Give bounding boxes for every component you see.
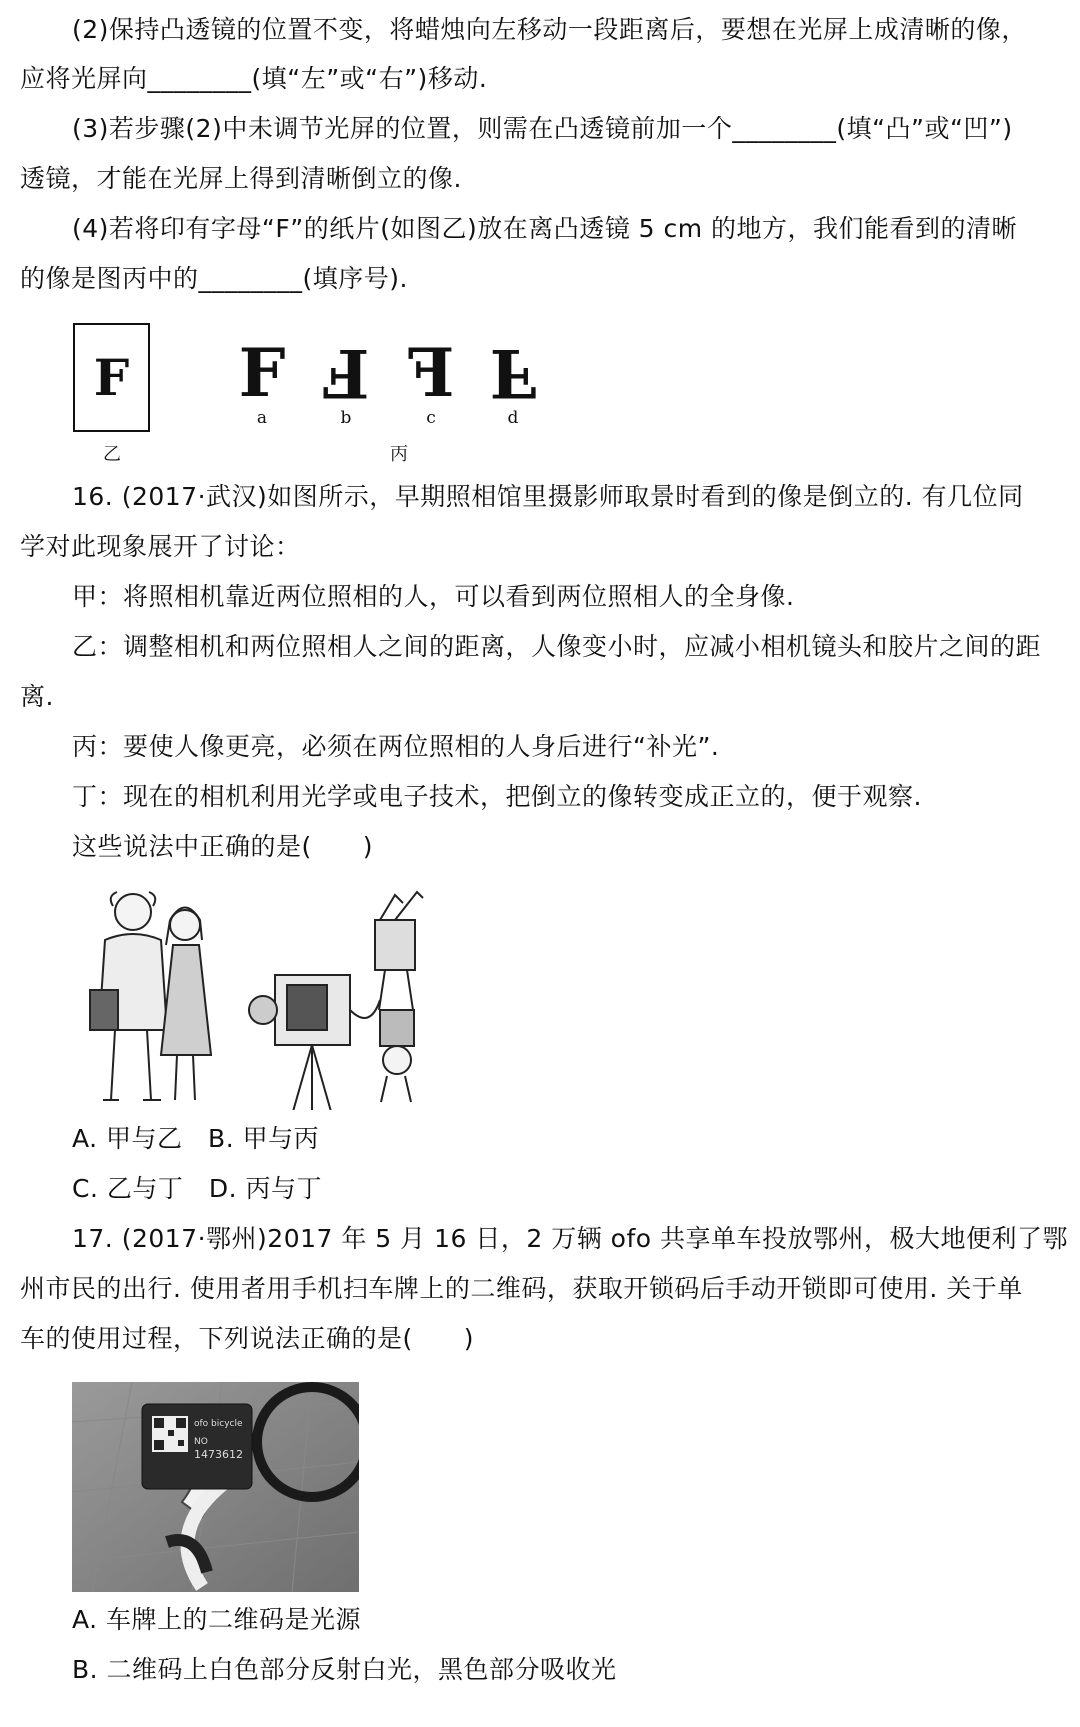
q15-part2-line2: 应将光屏向________(填“左”或“右”)移动. bbox=[20, 64, 488, 93]
q15-part4-line2: 的像是图丙中的________(填序号). bbox=[20, 264, 408, 293]
q16-statement-jia: 甲：将照相机靠近两位照相的人，可以看到两位照相人的全身像. bbox=[72, 582, 795, 611]
bike-plate-number: 1473612 bbox=[194, 1448, 243, 1461]
q16-statement-yi-line1: 乙：调整相机和两位照相人之间的距离，人像变小时，应减小相机镜头和胶片之间的距 bbox=[72, 632, 1042, 661]
figure-option-b: F bbox=[322, 334, 370, 412]
figure-label-b: b bbox=[340, 408, 352, 428]
figure-option-d: F bbox=[489, 334, 537, 412]
q16-statement-ding: 丁：现在的相机利用光学或电子技术，把倒立的像转变成正立的，便于观察. bbox=[72, 782, 922, 811]
figure-caption-yi: 乙 bbox=[103, 444, 121, 465]
figure-option-c: F bbox=[407, 334, 455, 412]
bike-plate-brand: ofo bicycle bbox=[194, 1419, 243, 1429]
bike-photo bbox=[72, 1382, 359, 1592]
q16-stem-line1: 16. (2017·武汉)如图所示，早期照相馆里摄影师取景时看到的像是倒立的. 有几位同 bbox=[72, 482, 1024, 511]
camera-illustration bbox=[75, 880, 455, 1110]
figure-paper-f: F bbox=[73, 323, 150, 432]
q17-stem-line1: 17. (2017·鄂州)2017 年 5 月 16 日，2 万辆 ofo 共享单车投放鄂州，极大地便利了鄂 bbox=[72, 1224, 1068, 1253]
figure-caption-bing: 丙 bbox=[390, 444, 408, 465]
q16-statement-bing: 丙：要使人像更亮，必须在两位照相的人身后进行“补光”. bbox=[72, 732, 720, 761]
figure-option-a: F bbox=[238, 334, 286, 412]
q17-stem-line2: 州市民的出行. 使用者用手机扫车牌上的二维码，获取开锁码后手动开锁即可使用. 关于单 bbox=[20, 1274, 1023, 1303]
figure-label-c: c bbox=[426, 408, 436, 428]
q16-options-cd: C. 乙与丁 D. 丙与丁 bbox=[72, 1174, 322, 1203]
q15-part3-line2: 透镜，才能在光屏上得到清晰倒立的像. bbox=[20, 164, 462, 193]
q16-stem-line2: 学对此现象展开了讨论： bbox=[20, 532, 301, 561]
bike-plate-no: NO bbox=[194, 1437, 208, 1447]
q16-prompt: 这些说法中正确的是( ) bbox=[72, 832, 374, 861]
q17-stem-line3: 车的使用过程，下列说法正确的是( ) bbox=[20, 1324, 475, 1353]
q16-statement-yi-line2: 离. bbox=[20, 682, 54, 711]
figure-label-a: a bbox=[256, 408, 268, 428]
q15-part4-line1: (4)若将印有字母“F”的纸片(如图乙)放在离凸透镜 5 cm 的地方，我们能看到的清晰 bbox=[72, 214, 1018, 243]
q15-part3-line1: (3)若步骤(2)中未调节光屏的位置，则需在凸透镜前加一个________(填“凸”或“凹”) bbox=[72, 114, 1013, 143]
q15-part2-line1: (2)保持凸透镜的位置不变，将蜡烛向左移动一段距离后，要想在光屏上成清晰的像， bbox=[72, 15, 1027, 44]
q17-option-b: B. 二维码上白色部分反射白光，黑色部分吸收光 bbox=[72, 1655, 617, 1684]
q16-options-ab: A. 甲与乙 B. 甲与丙 bbox=[72, 1124, 320, 1153]
q17-option-a: A. 车牌上的二维码是光源 bbox=[72, 1605, 362, 1634]
figure-label-d: d bbox=[507, 408, 519, 428]
